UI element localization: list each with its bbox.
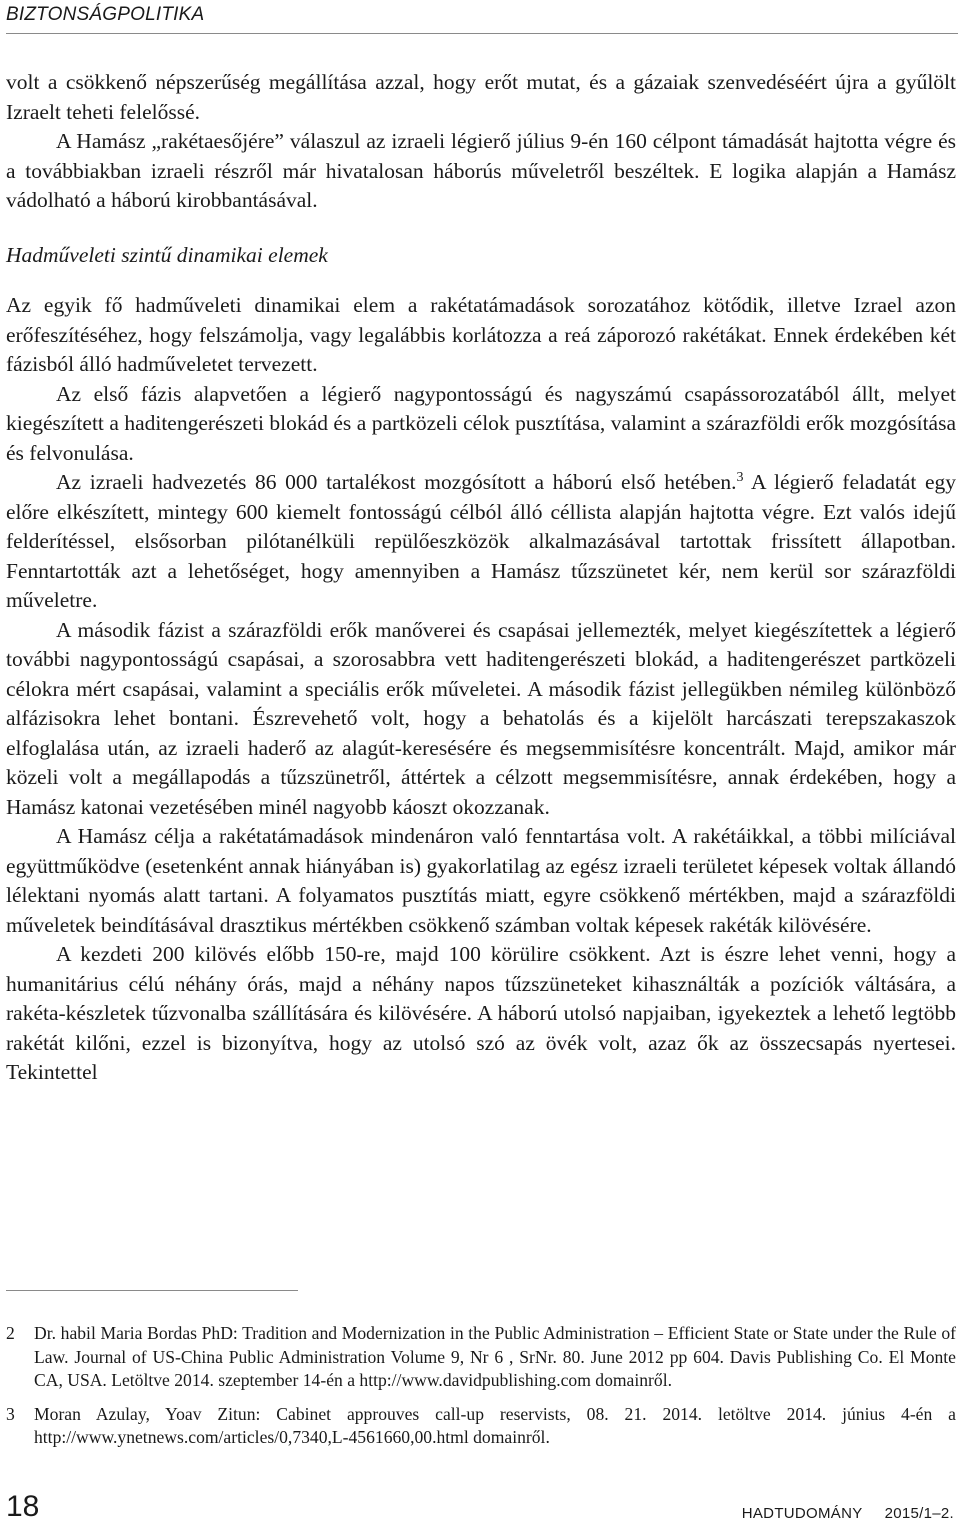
paragraph [6, 468, 956, 616]
journal-issue: 2015/1–2. [884, 1505, 954, 1522]
section-heading: Hadműveleti szintű dinamikai elemek [6, 242, 328, 267]
paragraph: A második fázist a szárazföldi erők manőverei és csapásai jellemezték, melyet kiegészítettek a légierő további nagypontosságú csapásai, a szorosabbra vett haditengerészeti blokád, a haditengerészet partközeli célokra mért csapásai, valamint a speciális erők műveletei. A második fázist jellegükben némileg különböző alfázisokra lehet bontani. Észrevehető volt, hogy a behatolás és a kijelölt harcászati terepszakaszok elfoglalása után, az izraeli haderő az alagút-keresésére és megsemmisítésre koncentrált. Majd, amikor már közeli volt a megállapodás a tűzszünetről, áttértek a célzott megsemmisítésre, annak érdekében, hogy a Hamász katonai vezetésében minél nagyobb káoszt okozzanak. [6, 617, 956, 819]
footnote-text: Moran Azulay, Yoav Zitun: Cabinet approuves call-up reservists, 08. 21. 2014. letöltve 2014. június 4-én a http://www.ynetnews.com/articles/0,7340,L-4561660,00.html domainről. [34, 1403, 956, 1447]
paragraph-text: A légierő feladatát egy előre elkészített, mintegy 600 kiemelt fontosságú célból álló céllista alapján hajtotta végre. Ezt valós idejű felderítéssel, elsősorban pilótanélküli repülőeszközök alkalmazásával tartottak frissített állapotban. Fenntartották azt a lehetőséget, hogy amennyiben a Hamász tűzszünetet kér, nem kerül sor szárazföldi műveletre. [6, 470, 957, 612]
journal-name: HADTUDOMÁNY [741, 1505, 863, 1522]
header-divider [6, 33, 958, 34]
footnote-reference: 3 [736, 469, 744, 485]
footnote [6, 1403, 956, 1450]
paragraph-text: Az izraeli hadvezetés 86 000 tartalékost mozgósított a háború első hetében. [56, 470, 737, 494]
paragraph: A kezdeti 200 kilövés előbb 150-re, majd 100 körülire csökkent. Azt is észre lehet venni, hogy a humanitárius célú néhány órás, majd a néhány napos tűzszüneteket kihasználták a pozíciók váltására, a rakéta-készletek tűzvonalba szállítására és kilövésére. A háború utolsó napjaiban, igyekeztek a lehető legtöbb rakétát kilőni, ezzel is bizonyítva, hogy az utolsó szó az övék volt, azaz ők az összecsapás nyertesei. Tekintettel [6, 942, 956, 1084]
footnotes [6, 1322, 956, 1460]
footnote-divider [6, 1290, 298, 1291]
paragraph: A Hamász célja a rakétatámadások mindenáron való fenntartása volt. A rakétáikkal, a többi milíciával együttműködve (esetenként annak hiányában is) gyakorlatilag az egész izraeli területet képesek voltak állandó lélektani nyomás alatt tartani. A folyamatos pusztítás miatt, egyre csökkenő mértékben, majd a szárazföldi műveletek beindításával drasztikus mértékben csökkenő számban voltak képesek rakéták kilövésére. [6, 824, 956, 937]
paragraph: A Hamász „rakétaesőjére” válaszul az izraeli légierő július 9-én 160 célpont támadását hajtotta végre és a továbbiakban izraeli részről már hivatalosan háborús műveletről beszéltek. E logika alapján a Hamász vádolható a háború kirobbantásával. [6, 129, 956, 212]
page-number: 18 [6, 1490, 40, 1523]
footnote [6, 1322, 956, 1393]
running-header: BIZTONSÁGPOLITIKA [6, 4, 205, 25]
footnote-text: Dr. habil Maria Bordas PhD: Tradition and Modernization in the Public Administration – Efficient State or State under the Rule of Law. Journal of US-China Public Administration Volume 9, Nr 6 , SrNr. 80. June 2012 pp 604. Davis Publishing Co. El Monte CA, USA. Letöltve 2014. szeptember 14-én a http://www.davidpublishing.com domainről. [34, 1323, 956, 1390]
paragraph: Az első fázis alapvetően a légierő nagypontosságú és nagyszámú csapássorozatából állt, melyet kiegészített a haditengerészeti blokád és a partközeli célok pusztítása, valamint a szárazföldi erők mozgósítása és felvonulása. [6, 381, 956, 465]
footnote-number: 2 [6, 1323, 15, 1343]
paragraph: volt a csökkenő népszerűség megállítása azzal, hogy erőt mutat, és a gázaiak szenvedéséért újra a gyűlölt Izraelt teheti felelőssé. [6, 70, 956, 124]
article-body [6, 68, 956, 1088]
paragraph: Az egyik fő hadműveleti dinamikai elem a rakétatámadások sorozatához kötődik, illetve Izrael azon erőfeszítéséhez, hogy felszámolja, vagy legalábbis korlátozza a reá záporozó rakétákat. Ennek érdekében két fázisból álló hadműveletet tervezett. [6, 293, 956, 376]
footnote-number: 3 [6, 1403, 15, 1424]
journal-footer [742, 1505, 954, 1522]
